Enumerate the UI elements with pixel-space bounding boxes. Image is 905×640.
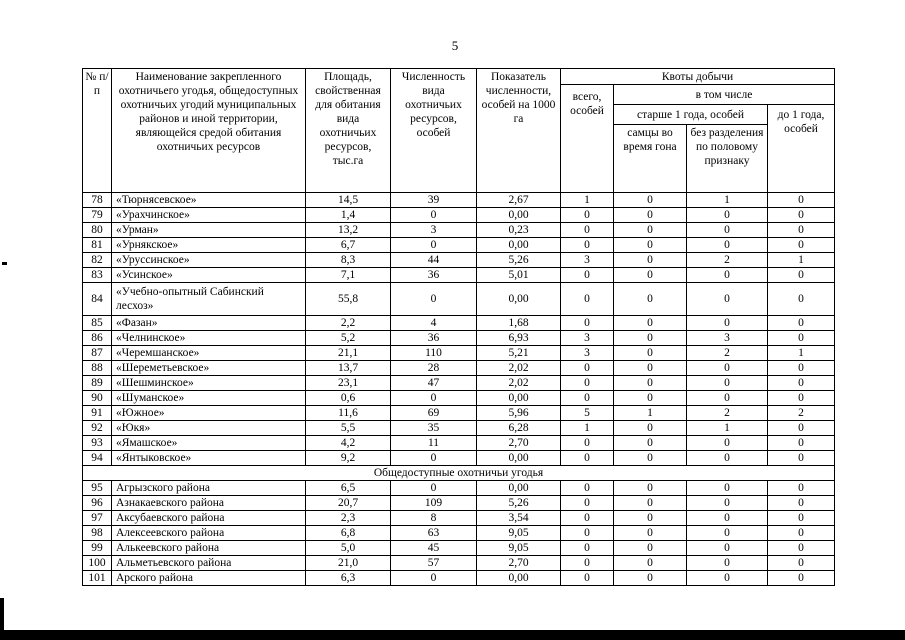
quota-males: 0 — [614, 316, 687, 331]
row-number: 91 — [83, 406, 112, 421]
ground-name: «Учебно-опытный Сабинский лесхоз» — [112, 283, 306, 316]
quota-nosex: 2 — [687, 406, 768, 421]
quota-nosex: 0 — [687, 316, 768, 331]
area-value: 5,5 — [306, 421, 391, 436]
row-number: 79 — [83, 208, 112, 223]
ground-name: «Ямашское» — [112, 436, 306, 451]
table-row — [83, 571, 835, 586]
quota-total: 3 — [561, 346, 614, 361]
density-value: 0,00 — [477, 481, 561, 496]
quota-total: 0 — [561, 496, 614, 511]
quota-nosex: 0 — [687, 571, 768, 586]
area-value: 2,2 — [306, 316, 391, 331]
quota-under1: 0 — [768, 376, 835, 391]
row-number: 78 — [83, 193, 112, 208]
population-value: 0 — [391, 208, 477, 223]
quota-males: 0 — [614, 223, 687, 238]
row-number: 98 — [83, 526, 112, 541]
header-under1: до 1 года, особей — [768, 105, 835, 193]
ground-name: Альметьевского района — [112, 556, 306, 571]
quota-nosex: 0 — [687, 451, 768, 466]
quota-under1: 0 — [768, 268, 835, 283]
density-value: 0,00 — [477, 391, 561, 406]
density-value: 0,00 — [477, 571, 561, 586]
area-value: 2,3 — [306, 511, 391, 526]
ground-name: «Шуманское» — [112, 391, 306, 406]
quota-nosex: 0 — [687, 496, 768, 511]
row-number: 95 — [83, 481, 112, 496]
density-value: 5,96 — [477, 406, 561, 421]
quota-males: 0 — [614, 346, 687, 361]
row-number: 94 — [83, 451, 112, 466]
quota-under1: 0 — [768, 541, 835, 556]
quota-under1: 0 — [768, 391, 835, 406]
population-value: 39 — [391, 193, 477, 208]
quota-males: 0 — [614, 391, 687, 406]
row-number: 101 — [83, 571, 112, 586]
population-value: 0 — [391, 283, 477, 316]
ground-name: «Черемшанское» — [112, 346, 306, 361]
population-value: 11 — [391, 436, 477, 451]
area-value: 11,6 — [306, 406, 391, 421]
quota-nosex: 0 — [687, 481, 768, 496]
density-value: 2,67 — [477, 193, 561, 208]
ground-name: «Южное» — [112, 406, 306, 421]
quota-males: 0 — [614, 451, 687, 466]
row-number: 86 — [83, 331, 112, 346]
scan-mark — [2, 262, 7, 265]
density-value: 5,01 — [477, 268, 561, 283]
population-value: 0 — [391, 391, 477, 406]
quota-total: 0 — [561, 316, 614, 331]
area-value: 55,8 — [306, 283, 391, 316]
table-row — [83, 436, 835, 451]
row-number: 85 — [83, 316, 112, 331]
quota-under1: 0 — [768, 193, 835, 208]
quota-males: 0 — [614, 283, 687, 316]
quota-males: 0 — [614, 496, 687, 511]
quota-males: 0 — [614, 331, 687, 346]
density-value: 0,00 — [477, 208, 561, 223]
population-value: 47 — [391, 376, 477, 391]
quota-total: 0 — [561, 436, 614, 451]
ground-name: «Урахчинское» — [112, 208, 306, 223]
quota-total: 1 — [561, 421, 614, 436]
table-row — [83, 316, 835, 331]
header-name: Наименование закрепленного охотничьего угодья, общедоступных охотничьих угодий муниципальных районов и иной территории, являющейся средой обитания охотничьих ресурсов — [112, 69, 306, 193]
quota-under1: 0 — [768, 208, 835, 223]
quota-nosex: 0 — [687, 361, 768, 376]
table-row — [83, 481, 835, 496]
quota-total: 0 — [561, 268, 614, 283]
ground-name: «Тюрнясевское» — [112, 193, 306, 208]
quota-males: 0 — [614, 541, 687, 556]
header-total: всего, особей — [561, 85, 614, 193]
quota-total: 3 — [561, 253, 614, 268]
scan-edge-left — [0, 598, 4, 640]
scan-edge — [0, 630, 905, 640]
quota-under1: 0 — [768, 556, 835, 571]
quota-under1: 0 — [768, 511, 835, 526]
ground-name: Арского района — [112, 571, 306, 586]
table-row — [83, 556, 835, 571]
area-value: 5,0 — [306, 541, 391, 556]
header-older: старше 1 года, особей — [614, 105, 768, 125]
quota-under1: 0 — [768, 436, 835, 451]
quota-males: 0 — [614, 421, 687, 436]
quota-under1: 0 — [768, 361, 835, 376]
table-row — [83, 193, 835, 208]
header-num: № п/п — [83, 69, 112, 193]
quota-under1: 0 — [768, 283, 835, 316]
population-value: 45 — [391, 541, 477, 556]
area-value: 6,8 — [306, 526, 391, 541]
table-row — [83, 451, 835, 466]
row-number: 100 — [83, 556, 112, 571]
row-number: 97 — [83, 511, 112, 526]
quota-total: 3 — [561, 331, 614, 346]
header-density: Показатель численности, особей на 1000 га — [477, 69, 561, 193]
header-including: в том числе — [614, 85, 835, 105]
ground-name: «Урнякское» — [112, 238, 306, 253]
quota-nosex: 1 — [687, 421, 768, 436]
density-value: 0,00 — [477, 451, 561, 466]
area-value: 4,2 — [306, 436, 391, 451]
ground-name: «Челнинское» — [112, 331, 306, 346]
quota-total: 0 — [561, 451, 614, 466]
area-value: 20,7 — [306, 496, 391, 511]
table-body-public-grounds — [83, 481, 835, 586]
quota-under1: 0 — [768, 331, 835, 346]
quota-under1: 1 — [768, 253, 835, 268]
area-value: 1,4 — [306, 208, 391, 223]
density-value: 9,05 — [477, 541, 561, 556]
quota-nosex: 0 — [687, 376, 768, 391]
table-row — [83, 361, 835, 376]
quota-nosex: 1 — [687, 193, 768, 208]
area-value: 21,1 — [306, 346, 391, 361]
quota-males: 0 — [614, 571, 687, 586]
row-number: 81 — [83, 238, 112, 253]
table-row — [83, 346, 835, 361]
quota-males: 0 — [614, 481, 687, 496]
quota-under1: 0 — [768, 316, 835, 331]
density-value: 9,05 — [477, 526, 561, 541]
density-value: 0,00 — [477, 238, 561, 253]
population-value: 110 — [391, 346, 477, 361]
ground-name: «Юкя» — [112, 421, 306, 436]
population-value: 28 — [391, 361, 477, 376]
population-value: 35 — [391, 421, 477, 436]
population-value: 63 — [391, 526, 477, 541]
section-row — [83, 466, 835, 481]
table-row — [83, 406, 835, 421]
area-value: 13,2 — [306, 223, 391, 238]
area-value: 9,2 — [306, 451, 391, 466]
quota-table — [82, 68, 835, 586]
table-row — [83, 376, 835, 391]
ground-name: «Янтыковское» — [112, 451, 306, 466]
table-header — [83, 69, 835, 193]
quota-males: 0 — [614, 268, 687, 283]
table-row — [83, 238, 835, 253]
header-males: самцы во время гона — [614, 125, 687, 193]
table-row — [83, 526, 835, 541]
ground-name: «Уруссинское» — [112, 253, 306, 268]
row-number: 84 — [83, 283, 112, 316]
row-number: 82 — [83, 253, 112, 268]
population-value: 4 — [391, 316, 477, 331]
quota-total: 0 — [561, 361, 614, 376]
population-value: 0 — [391, 481, 477, 496]
table-row — [83, 511, 835, 526]
ground-name: Алексеевского района — [112, 526, 306, 541]
quota-nosex: 2 — [687, 253, 768, 268]
quota-males: 1 — [614, 406, 687, 421]
quota-nosex: 3 — [687, 331, 768, 346]
header-area: Площадь, свойственная для обитания вида охотничьих ресурсов, тыс.га — [306, 69, 391, 193]
quota-total: 0 — [561, 481, 614, 496]
quota-males: 0 — [614, 556, 687, 571]
population-value: 0 — [391, 238, 477, 253]
table-row — [83, 541, 835, 556]
density-value: 2,02 — [477, 376, 561, 391]
ground-name: «Урман» — [112, 223, 306, 238]
quota-under1: 0 — [768, 238, 835, 253]
quota-males: 0 — [614, 193, 687, 208]
quota-nosex: 0 — [687, 556, 768, 571]
quota-total: 0 — [561, 541, 614, 556]
quota-under1: 0 — [768, 496, 835, 511]
density-value: 6,93 — [477, 331, 561, 346]
area-value: 6,7 — [306, 238, 391, 253]
ground-name: Азнакаевского района — [112, 496, 306, 511]
quota-nosex: 0 — [687, 541, 768, 556]
ground-name: «Фазан» — [112, 316, 306, 331]
quota-under1: 0 — [768, 421, 835, 436]
population-value: 36 — [391, 331, 477, 346]
population-value: 57 — [391, 556, 477, 571]
area-value: 0,6 — [306, 391, 391, 406]
table-row — [83, 253, 835, 268]
row-number: 90 — [83, 391, 112, 406]
ground-name: «Усинское» — [112, 268, 306, 283]
header-quota: Квоты добычи — [561, 69, 835, 85]
row-number: 92 — [83, 421, 112, 436]
density-value: 5,26 — [477, 496, 561, 511]
quota-nosex: 0 — [687, 436, 768, 451]
quota-total: 0 — [561, 283, 614, 316]
row-number: 89 — [83, 376, 112, 391]
table-row — [83, 496, 835, 511]
quota-males: 0 — [614, 526, 687, 541]
header-population: Численность вида охотничьих ресурсов, особей — [391, 69, 477, 193]
quota-males: 0 — [614, 253, 687, 268]
quota-total: 0 — [561, 556, 614, 571]
row-number: 93 — [83, 436, 112, 451]
table-row — [83, 268, 835, 283]
area-value: 8,3 — [306, 253, 391, 268]
quota-under1: 0 — [768, 571, 835, 586]
quota-total: 0 — [561, 571, 614, 586]
table-row — [83, 421, 835, 436]
quota-males: 0 — [614, 376, 687, 391]
population-value: 109 — [391, 496, 477, 511]
area-value: 7,1 — [306, 268, 391, 283]
density-value: 2,02 — [477, 361, 561, 376]
density-value: 0,00 — [477, 283, 561, 316]
quota-total: 0 — [561, 391, 614, 406]
quota-under1: 1 — [768, 346, 835, 361]
row-number: 83 — [83, 268, 112, 283]
quota-total: 0 — [561, 208, 614, 223]
quota-nosex: 0 — [687, 223, 768, 238]
quota-total: 0 — [561, 376, 614, 391]
quota-males: 0 — [614, 511, 687, 526]
population-value: 69 — [391, 406, 477, 421]
ground-name: Алькеевского района — [112, 541, 306, 556]
quota-nosex: 0 — [687, 268, 768, 283]
quota-males: 0 — [614, 436, 687, 451]
quota-under1: 0 — [768, 526, 835, 541]
quota-nosex: 2 — [687, 346, 768, 361]
density-value: 3,54 — [477, 511, 561, 526]
quota-under1: 0 — [768, 223, 835, 238]
area-value: 6,5 — [306, 481, 391, 496]
table-row — [83, 283, 835, 316]
density-value: 5,21 — [477, 346, 561, 361]
density-value: 5,26 — [477, 253, 561, 268]
quota-total: 0 — [561, 223, 614, 238]
header-nosex: без разделения по половому признаку — [687, 125, 768, 193]
quota-males: 0 — [614, 238, 687, 253]
quota-nosex: 0 — [687, 526, 768, 541]
quota-nosex: 0 — [687, 283, 768, 316]
population-value: 36 — [391, 268, 477, 283]
quota-nosex: 0 — [687, 511, 768, 526]
quota-under1: 2 — [768, 406, 835, 421]
quota-nosex: 0 — [687, 391, 768, 406]
quota-males: 0 — [614, 208, 687, 223]
table-row — [83, 391, 835, 406]
density-value: 0,23 — [477, 223, 561, 238]
area-value: 14,5 — [306, 193, 391, 208]
population-value: 0 — [391, 571, 477, 586]
ground-name: Аксубаевского района — [112, 511, 306, 526]
ground-name: «Шереметьевское» — [112, 361, 306, 376]
quota-under1: 0 — [768, 481, 835, 496]
quota-total: 1 — [561, 193, 614, 208]
page-number: 5 — [451, 38, 459, 53]
density-value: 2,70 — [477, 436, 561, 451]
row-number: 88 — [83, 361, 112, 376]
quota-nosex: 0 — [687, 208, 768, 223]
area-value: 13,7 — [306, 361, 391, 376]
quota-total: 0 — [561, 238, 614, 253]
quota-males: 0 — [614, 361, 687, 376]
quota-total: 5 — [561, 406, 614, 421]
population-value: 8 — [391, 511, 477, 526]
section-title: Общедоступные охотничьи угодья — [83, 466, 835, 481]
table-row — [83, 208, 835, 223]
ground-name: Агрызского района — [112, 481, 306, 496]
row-number: 80 — [83, 223, 112, 238]
quota-under1: 0 — [768, 451, 835, 466]
quota-total: 0 — [561, 526, 614, 541]
population-value: 44 — [391, 253, 477, 268]
area-value: 6,3 — [306, 571, 391, 586]
table-section — [83, 466, 835, 481]
row-number: 96 — [83, 496, 112, 511]
area-value: 5,2 — [306, 331, 391, 346]
quota-total: 0 — [561, 511, 614, 526]
quota-nosex: 0 — [687, 238, 768, 253]
area-value: 23,1 — [306, 376, 391, 391]
row-number: 87 — [83, 346, 112, 361]
population-value: 3 — [391, 223, 477, 238]
density-value: 6,28 — [477, 421, 561, 436]
table-row — [83, 223, 835, 238]
row-number: 99 — [83, 541, 112, 556]
density-value: 1,68 — [477, 316, 561, 331]
ground-name: «Шешминское» — [112, 376, 306, 391]
table-row — [83, 331, 835, 346]
table-body-hunting-grounds — [83, 193, 835, 466]
population-value: 0 — [391, 451, 477, 466]
area-value: 21,0 — [306, 556, 391, 571]
density-value: 2,70 — [477, 556, 561, 571]
